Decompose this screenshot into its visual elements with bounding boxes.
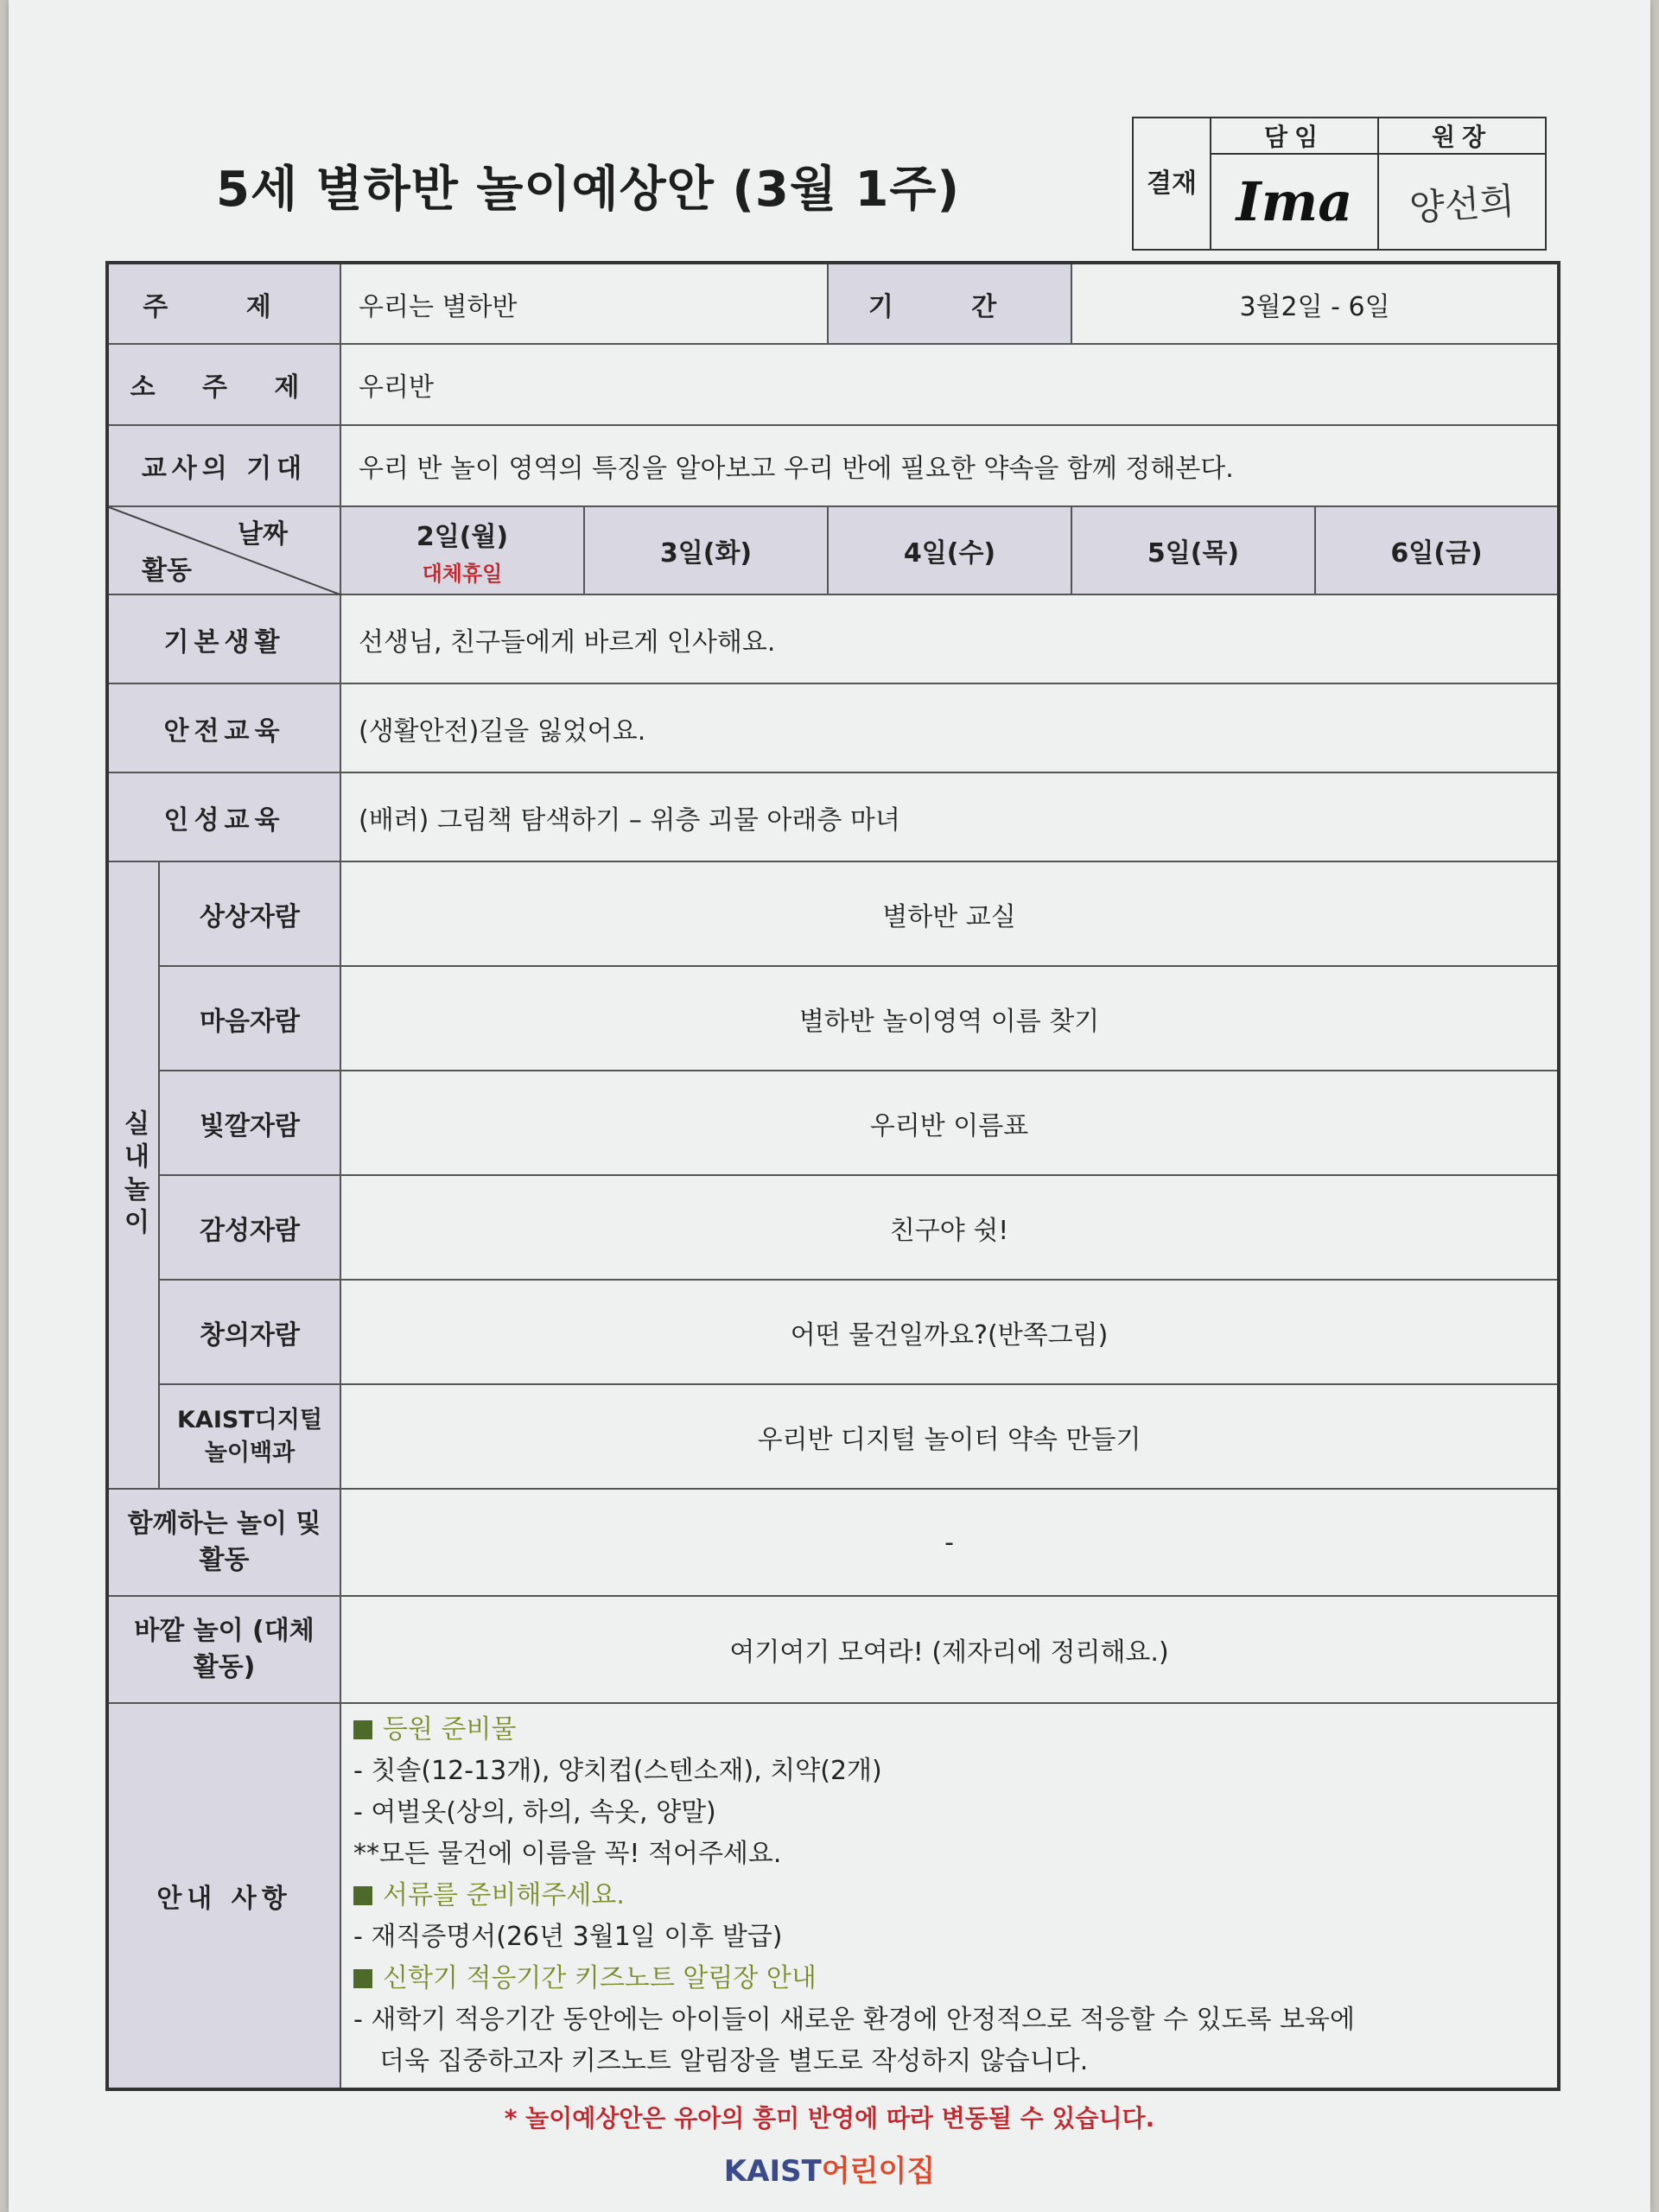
document-sheet (9, 0, 1650, 2212)
theme-label: 주 제 (107, 263, 340, 344)
indoor-area-value: 우리반 디지털 놀이터 약속 만들기 (340, 1384, 1559, 1489)
holiday-badge: 대체휴일 (422, 561, 503, 586)
indoor-area-name: 상상자람 (159, 861, 340, 966)
safety-label: 안전교육 (107, 683, 340, 772)
subtheme-row (107, 344, 1559, 425)
notice-line: - 여벌옷(상의, 하의, 속옷, 양말) (353, 1797, 716, 1827)
expectation-value: 우리 반 놀이 영역의 특징을 알아보고 우리 반에 필요한 약속을 함께 정해본다. (340, 425, 1559, 506)
notice-content (340, 1703, 1559, 2089)
together-label: 함께하는 놀이 및 활동 (107, 1489, 340, 1596)
character-value: (배려) 그림책 탐색하기 – 위층 괴물 아래층 마녀 (340, 772, 1559, 861)
days-row (107, 506, 1559, 594)
outdoor-label: 바깥 놀이 (대체 활동) (107, 1596, 340, 1703)
footer-note: * 놀이예상안은 유아의 흥미 반영에 따라 변동될 수 있습니다. (504, 2104, 1155, 2133)
character-row (107, 772, 1559, 861)
notice-line: - 칫솔(12-13개), 양치컵(스텐소재), 치약(2개) (353, 1756, 882, 1786)
plan-table (105, 261, 1560, 2091)
indoor-area-name: 감성자람 (159, 1175, 340, 1280)
day-tue: 3일(화) (584, 506, 828, 594)
notice-section-title: 서류를 준비해주세요. (353, 1875, 1545, 1916)
notice-row (107, 1703, 1559, 2089)
notice-section-title: 등원 준비물 (353, 1709, 1545, 1751)
date-activity-header (107, 506, 340, 594)
square-bullet-icon (353, 1969, 372, 1988)
safety-row (107, 683, 1559, 772)
together-value: - (340, 1489, 1559, 1596)
indoor-area-name: 창의자람 (159, 1280, 340, 1384)
indoor-row (107, 1384, 1559, 1489)
expectation-row (107, 425, 1559, 506)
activity-header-label: 활동 (142, 556, 192, 586)
basic-life-value: 선생님, 친구들에게 바르게 인사해요. (340, 594, 1559, 683)
date-header-label: 날짜 (238, 519, 288, 550)
indoor-area-value: 친구야 쉿! (340, 1175, 1559, 1280)
indoor-area-name: KAIST디지털 놀이백과 (159, 1384, 340, 1489)
indoor-area-value: 별하반 놀이영역 이름 찾기 (340, 966, 1559, 1071)
indoor-row (107, 966, 1559, 1071)
notice-line: 더욱 집중하고자 키즈노트 알림장을 별도로 작성하지 않습니다. (379, 2046, 1089, 2076)
period-label: 기 간 (828, 263, 1071, 344)
day-wed: 4일(수) (828, 506, 1071, 594)
subtheme-label: 소 주 제 (107, 344, 340, 425)
theme-row (107, 263, 1559, 344)
basic-life-label: 기본생활 (107, 594, 340, 683)
indoor-area-value: 어떤 물건일까요?(반쪽그림) (340, 1280, 1559, 1384)
approval-teacher (1211, 118, 1379, 249)
approval-director-header: 원장 (1379, 118, 1545, 155)
kaist-logo: KAIST어린이집 (723, 2154, 936, 2189)
square-bullet-icon (353, 1886, 372, 1905)
square-bullet-icon (353, 1720, 372, 1739)
indoor-row (107, 861, 1559, 966)
notice-line: **모든 물건에 이름을 꼭! 적어주세요. (353, 1839, 782, 1869)
day-thu: 5일(목) (1071, 506, 1315, 594)
indoor-area-name: 마음자람 (159, 966, 340, 1071)
period-value: 3월2일 - 6일 (1071, 263, 1559, 344)
character-label: 인성교육 (107, 772, 340, 861)
indoor-row (107, 1175, 1559, 1280)
indoor-area-value: 우리반 이름표 (340, 1071, 1559, 1175)
indoor-row (107, 1280, 1559, 1384)
indoor-play-label: 실내놀이 (107, 861, 159, 1489)
approval-teacher-header: 담임 (1211, 118, 1377, 155)
approval-box (1132, 117, 1547, 251)
safety-value: (생활안전)길을 잃었어요. (340, 683, 1559, 772)
notice-section-title: 신학기 적응기간 키즈노트 알림장 안내 (353, 1958, 1545, 1999)
indoor-area-value: 별하반 교실 (340, 861, 1559, 966)
day-mon: 2일(월) 대체휴일 (340, 506, 584, 594)
approval-label: 결재 (1134, 118, 1211, 249)
teacher-signature: Ima (1236, 170, 1353, 233)
outdoor-value: 여기여기 모여라! (제자리에 정리해요.) (340, 1596, 1559, 1703)
subtheme-value: 우리반 (340, 344, 1559, 425)
together-row (107, 1489, 1559, 1596)
basic-life-row (107, 594, 1559, 683)
notice-line: - 재직증명서(26년 3월1일 이후 발급) (353, 1922, 783, 1952)
theme-value: 우리는 별하반 (340, 263, 828, 344)
indoor-area-name: 빛깔자람 (159, 1071, 340, 1175)
notice-line: - 새학기 적응기간 동안에는 아이들이 새로운 환경에 안정적으로 적응할 수 있도록 보육에 (353, 2005, 1356, 2035)
day-fri: 6일(금) (1315, 506, 1559, 594)
notice-label: 안내 사항 (107, 1703, 340, 2089)
page-title: 5세 별하반 놀이예상안 (3월 1주) (216, 162, 961, 218)
approval-director (1379, 118, 1545, 249)
expectation-label: 교사의 기대 (107, 425, 340, 506)
indoor-row (107, 1071, 1559, 1175)
outdoor-row (107, 1596, 1559, 1703)
director-signature: 양선희 (1408, 179, 1516, 229)
